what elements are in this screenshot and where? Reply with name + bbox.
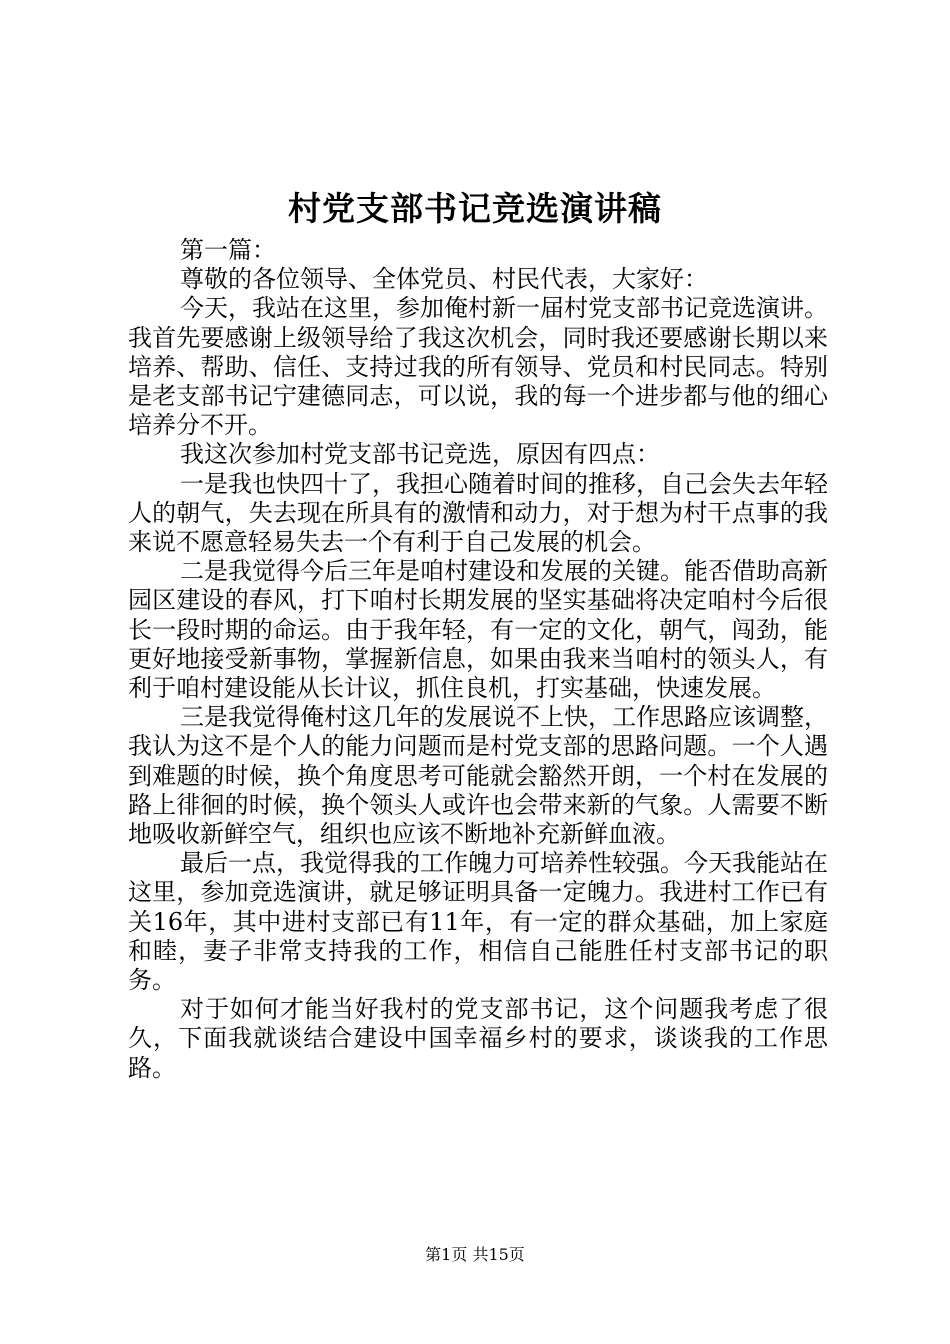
page-footer: 第1页 共15页: [425, 1245, 525, 1264]
paragraph-work-ideas: 对于如何才能当好我村的党支部书记，这个问题我考虑了很久，下面我就谈结合建设中国幸福乡村的要求，谈谈我的工作思路。: [128, 995, 828, 1082]
document-body: [128, 236, 828, 1083]
paragraph-reason-three: 三是我觉得俺村这几年的发展说不上快，工作思路应该调整，我认为这不是个人的能力问题而是村党支部的思路问题。一个人遇到难题的时候，换个角度思考可能就会豁然开朗，一个村在发展的路上徘徊的时候，换个领头人或许也会带来新的气象。人需要不断地吸收新鲜空气，组织也应该不断地补充新鲜血液。: [128, 703, 828, 849]
paragraph-greeting: 尊敬的各位领导、全体党员、村民代表，大家好：: [180, 265, 708, 294]
paragraph-reason-two: 二是我觉得今后三年是咱村建设和发展的关键。能否借助高新园区建设的春风，打下咱村长期发展的坚实基础将决定咱村今后很长一段时期的命运。由于我年轻，有一定的文化，朝气，闯劲，能更好地接受新事物，掌握新信息，如果由我来当咱村的领头人，有利于咱村建设能从长计议，抓住良机，打实基础，快速发展。: [128, 557, 828, 703]
document-title: 村党支部书记竞选演讲稿: [288, 189, 662, 228]
paragraph-reason-one: 一是我也快四十了，我担心随着时间的推移，自己会失去年轻人的朝气，失去现在所具有的激情和动力，对于想为村干点事的我来说不愿意轻易失去一个有利于自己发展的机会。: [128, 469, 828, 557]
paragraph-intro: 今天，我站在这里，参加俺村新一届村党支部书记竞选演讲。我首先要感谢上级领导给了我这次机会，同时我还要感谢长期以来培养、帮助、信任、支持过我的所有领导、党员和村民同志。特别是老支部书记宁建德同志，可以说，我的每一个进步都与他的细心培养分不开。: [128, 294, 828, 440]
paragraph-section-label: 第一篇：: [180, 236, 276, 264]
paragraph-reason-four: 最后一点，我觉得我的工作魄力可培养性较强。今天我能站在这里，参加竞选演讲，就足够证明具备一定魄力。我进村工作已有关16年，其中进村支部已有11年，有一定的群众基础，加上家庭和睦，妻子非常支持我的工作，相信自己能胜任村支部书记的职务。: [128, 849, 828, 995]
paragraph-reasons-lead: 我这次参加村党支部书记竞选，原因有四点：: [180, 440, 660, 469]
